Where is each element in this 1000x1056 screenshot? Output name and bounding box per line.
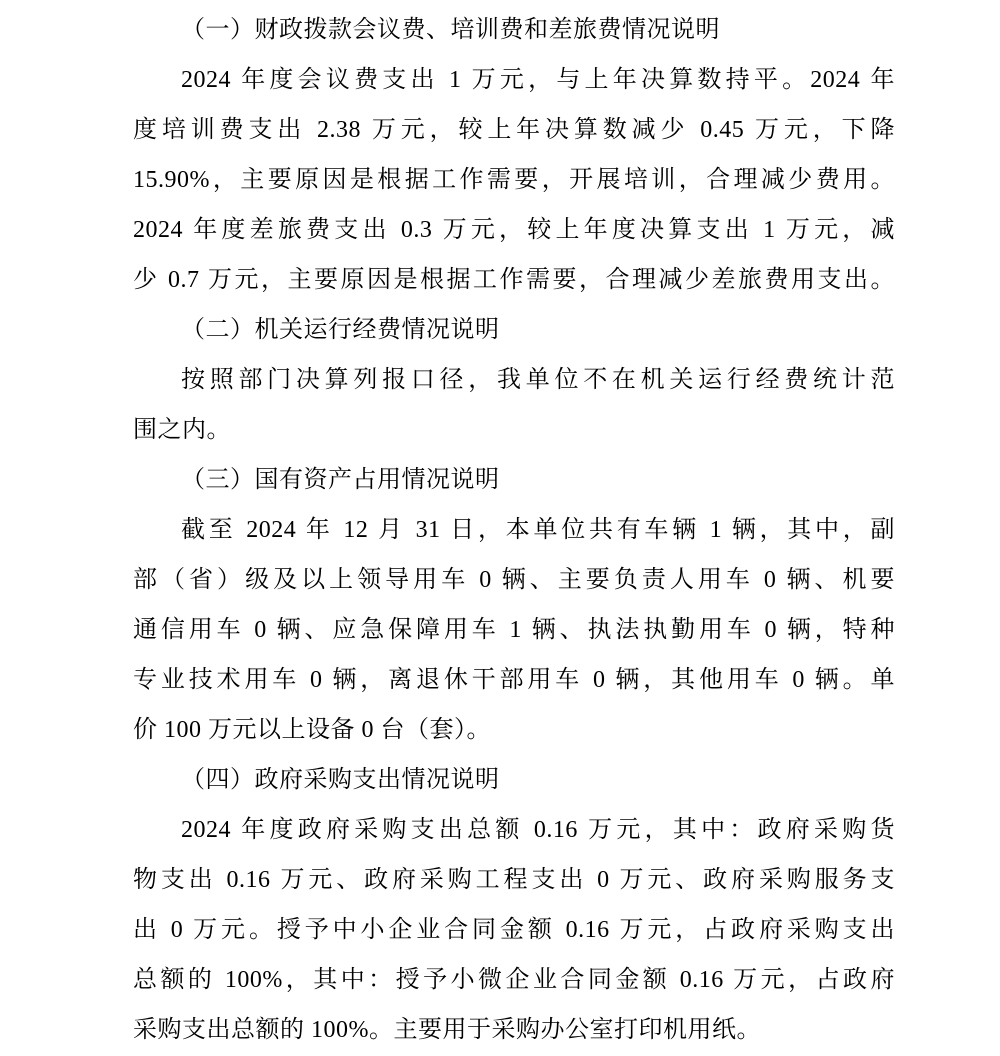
text-line: 2024 年度差旅费支出 0.3 万元，较上年度决算支出 1 万元，减 <box>133 217 895 243</box>
text-line: 度培训费支出 2.38 万元，较上年决算数减少 0.45 万元，下降 <box>133 117 895 143</box>
text-line: 价 100 万元以上设备 0 台（套）。 <box>133 717 491 743</box>
section-heading: （三）国有资产占用情况说明 <box>181 467 500 493</box>
text-line: 15.90%，主要原因是根据工作需要，开展培训，合理减少费用。 <box>133 167 895 193</box>
text-line: 总额的 100%，其中：授予小微企业合同金额 0.16 万元，占政府 <box>133 967 895 993</box>
text-line: 按照部门决算列报口径，我单位不在机关运行经费统计范 <box>181 367 895 393</box>
text-line: 部（省）级及以上领导用车 0 辆、主要负责人用车 0 辆、机要 <box>133 567 895 593</box>
text-line: 专业技术用车 0 辆，离退休干部用车 0 辆，其他用车 0 辆。单 <box>133 667 895 693</box>
section-heading: （二）机关运行经费情况说明 <box>181 317 500 343</box>
text-line: 通信用车 0 辆、应急保障用车 1 辆、执法执勤用车 0 辆，特种 <box>133 617 895 643</box>
text-line: 出 0 万元。授予中小企业合同金额 0.16 万元，占政府采购支出 <box>133 917 895 943</box>
section-heading: （四）政府采购支出情况说明 <box>181 767 500 793</box>
text-line: 2024 年度政府采购支出总额 0.16 万元，其中：政府采购货 <box>181 817 895 843</box>
section-heading: （一）财政拨款会议费、培训费和差旅费情况说明 <box>181 17 720 43</box>
text-line: 少 0.7 万元，主要原因是根据工作需要，合理减少差旅费用支出。 <box>133 267 895 293</box>
text-line: 物支出 0.16 万元、政府采购工程支出 0 万元、政府采购服务支 <box>133 867 895 893</box>
text-line: 采购支出总额的 100%。主要用于采购办公室打印机用纸。 <box>133 1017 761 1043</box>
text-line: 2024 年度会议费支出 1 万元，与上年决算数持平。2024 年 <box>181 67 895 93</box>
text-line: 截至 2024 年 12 月 31 日，本单位共有车辆 1 辆，其中，副 <box>181 517 895 543</box>
text-line: 围之内。 <box>133 417 231 443</box>
